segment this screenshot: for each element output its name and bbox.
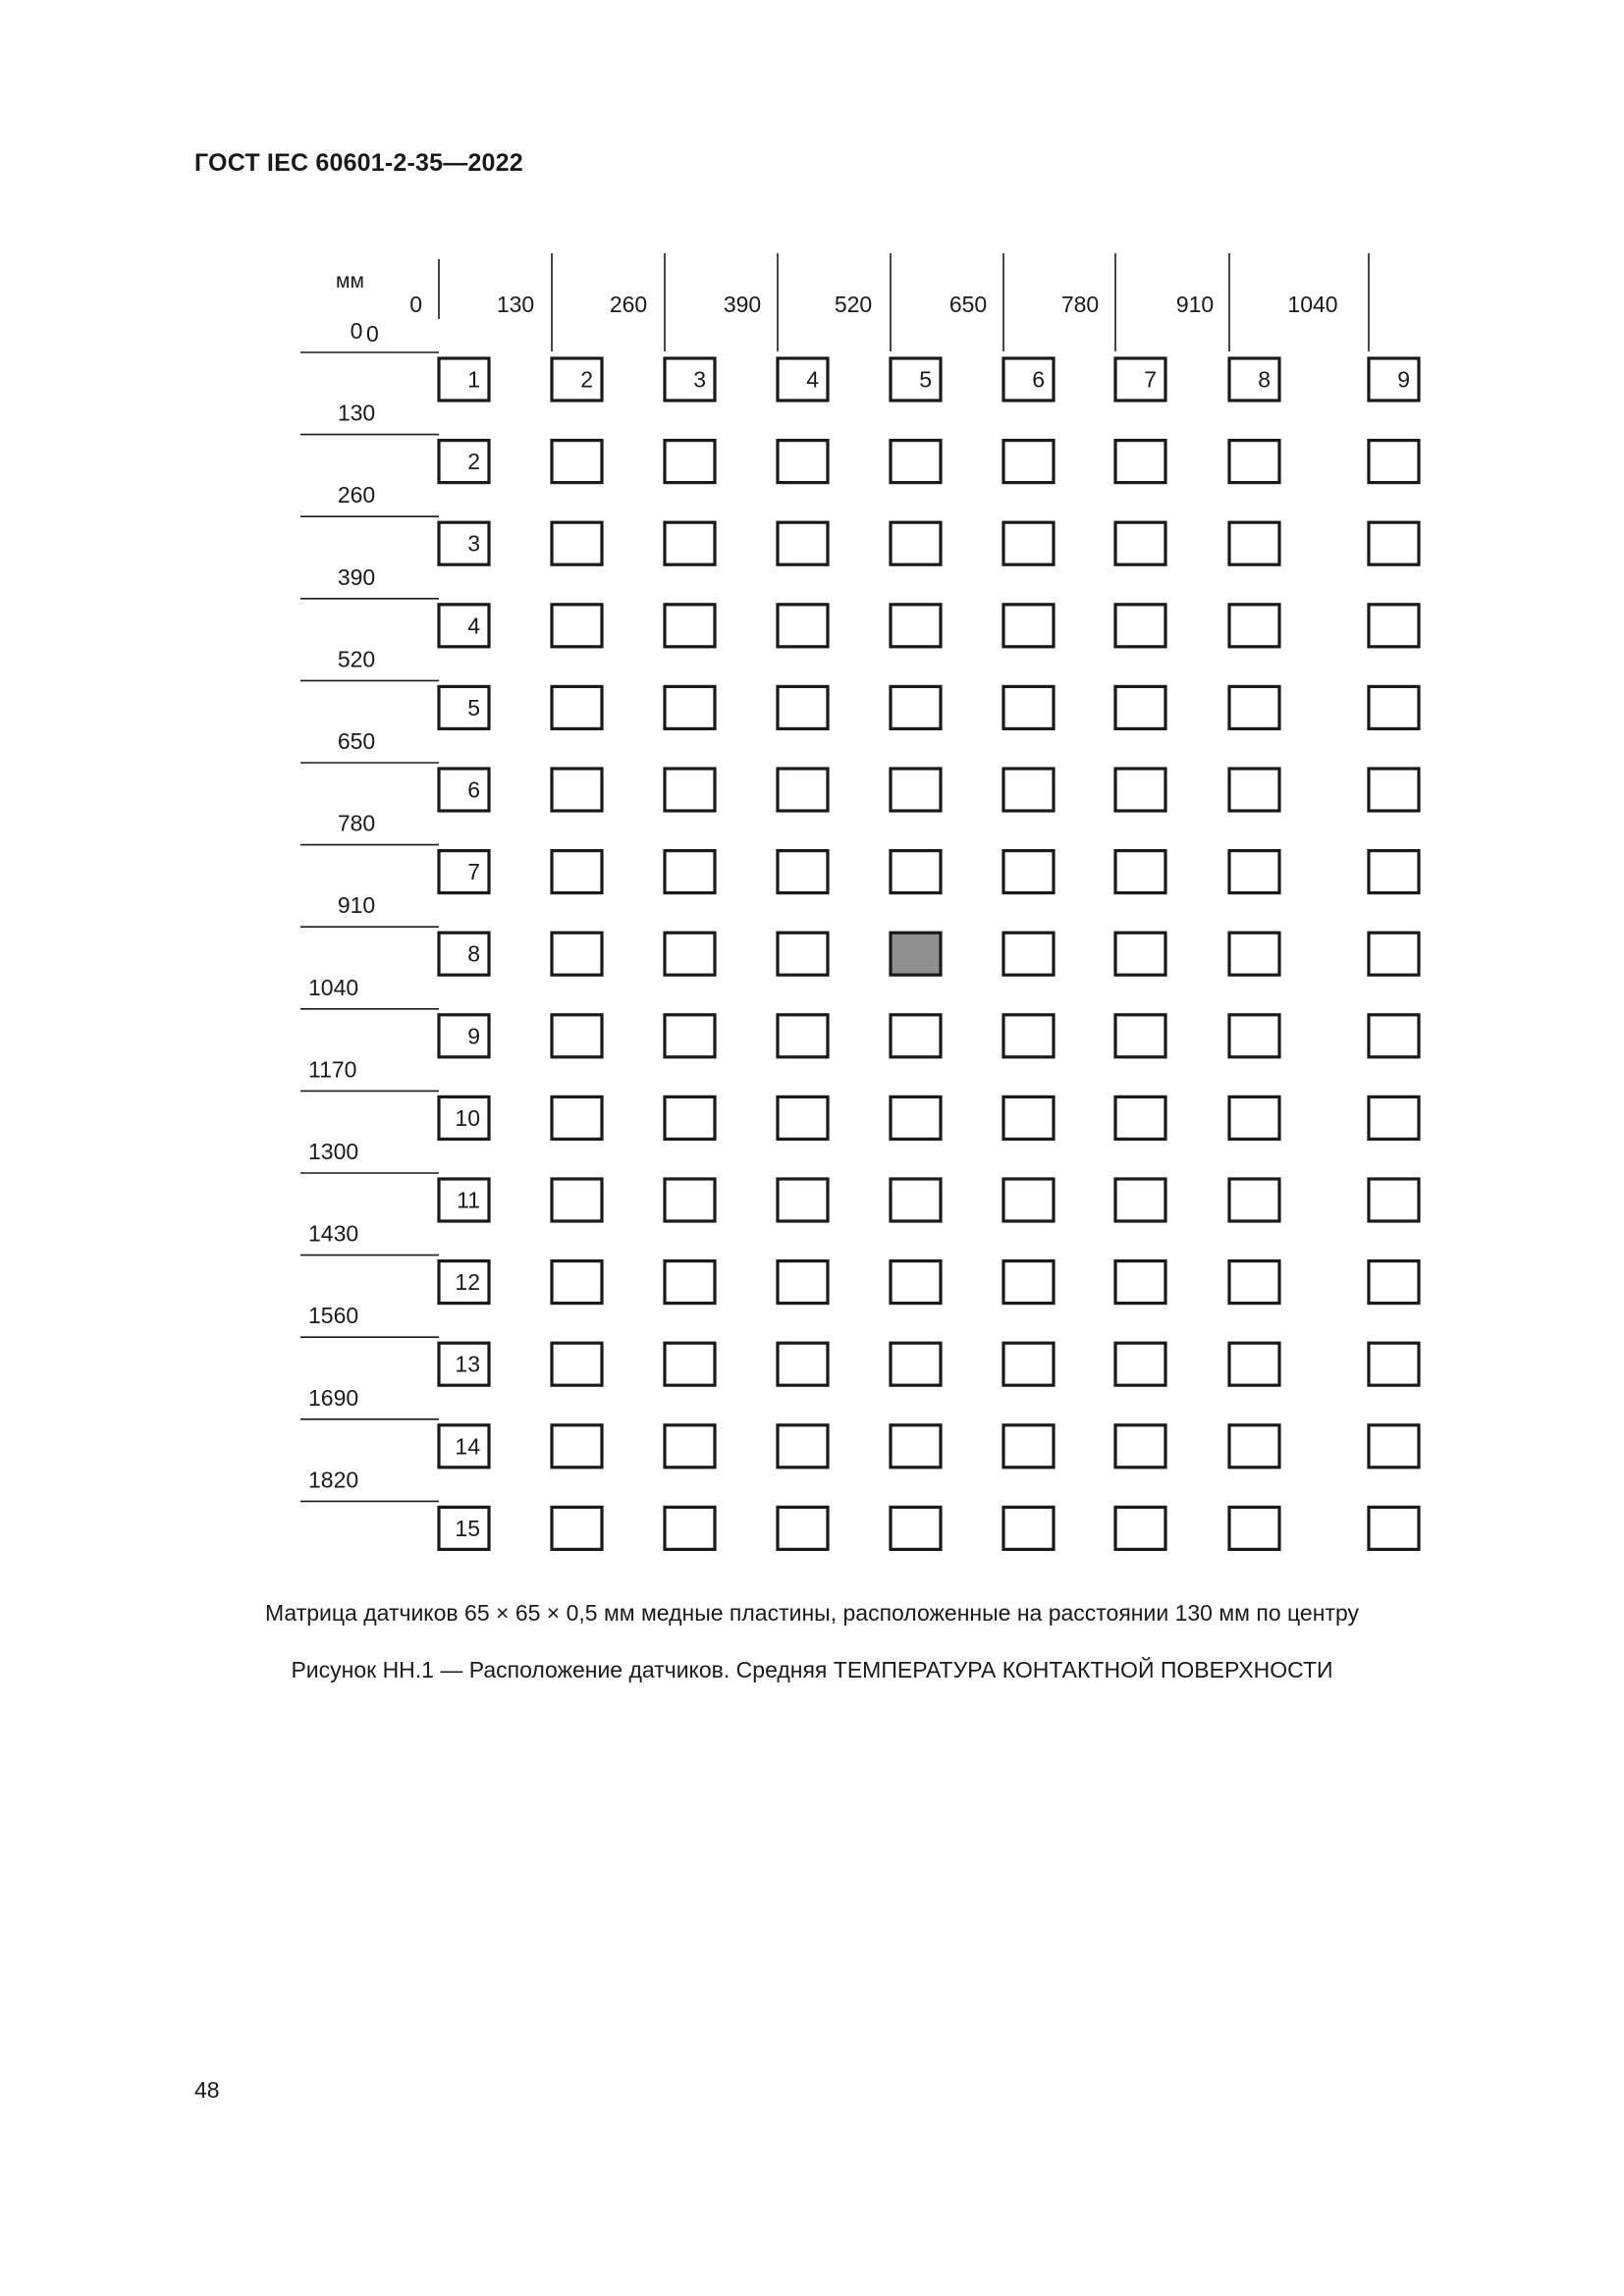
sensor-cell [1229,522,1279,564]
sensor-cell [1115,1507,1165,1549]
row-number-label: 6 [467,776,480,803]
sensor-cell [1369,522,1419,564]
sensor-cell [665,851,715,893]
sensor-cell [778,605,828,647]
sensor-cell [891,358,941,400]
row-dimension-label: 1040 [308,974,359,1000]
row-dimension-label: 1430 [308,1220,359,1247]
column-number-label: 6 [1032,366,1045,393]
sensor-cell [1115,358,1165,400]
sensor-cell [552,686,602,728]
sensor-cell [439,686,489,728]
sensor-cell [552,1015,602,1057]
sensor-cell [891,851,941,893]
sensor-cell [891,1261,941,1304]
origin-label: 0 [366,321,379,347]
sensor-cell [665,933,715,975]
sensor-cell [552,605,602,647]
row-dimension-label: 1560 [308,1303,359,1329]
row-number-label: 4 [467,613,480,639]
sensor-cell [778,1179,828,1221]
sensor-cell [665,441,715,483]
sensor-cell [1229,769,1279,811]
sensor-cell [1003,933,1054,975]
sensor-cell [1115,1179,1165,1221]
sensor-cell [778,1425,828,1468]
sensor-cell [1369,1179,1419,1221]
row-number-label: 2 [467,449,480,475]
sensor-cell [778,851,828,893]
sensor-cell [665,522,715,564]
column-dimension-label: 0 [409,292,422,317]
sensor-cell [778,686,828,728]
sensor-cell [1369,1343,1419,1385]
sensor-cell [891,686,941,728]
column-number-label: 9 [1397,366,1410,393]
sensor-cell [665,1425,715,1468]
sensor-cell [891,1343,941,1385]
sensor-cell [891,522,941,564]
sensor-cell [1229,686,1279,728]
sensor-cell [1115,441,1165,483]
column-dimension-label: 780 [1060,292,1100,317]
sensor-cell [1229,1015,1279,1057]
unit-label: мм [336,270,364,293]
sensor-cell [552,1261,602,1304]
column-number-label: 1 [467,366,480,393]
sensor-cell [1369,1015,1419,1057]
column-number-label: 3 [693,366,706,393]
sensor-cell [1229,1425,1279,1468]
sensor-cell [1003,1507,1054,1549]
sensor-cell [891,1015,941,1057]
sensor-cell [552,933,602,975]
row-dimension-label: 1820 [308,1467,359,1493]
sensor-cell [1003,441,1054,483]
sensor-cell [552,769,602,811]
row-number-label: 12 [455,1269,480,1296]
sensor-cell [1229,851,1279,893]
sensor-cell [552,441,602,483]
sensor-cell [1229,1096,1279,1139]
sensor-cell [778,769,828,811]
sensor-cell [1369,1425,1419,1468]
row-number-label: 7 [467,859,480,885]
row-number-label: 15 [455,1515,480,1541]
column-dimension-label: 650 [948,292,988,317]
sensor-cell [1369,933,1419,975]
sensor-cell [439,522,489,564]
sensor-cell [778,1343,828,1385]
sensor-cell [891,1425,941,1468]
sensor-cell [665,1261,715,1304]
sensor-cell [1003,1343,1054,1385]
sensor-cell [1369,1261,1419,1304]
sensor-cell [439,441,489,483]
row-number-label: 11 [457,1187,480,1213]
sensor-cell [778,522,828,564]
sensor-cell [1229,1343,1279,1385]
sensor-cell [552,522,602,564]
row-dimension-label: 1300 [308,1139,359,1164]
sensor-cell [1003,769,1054,811]
sensor-cell [1229,358,1279,400]
sensor-cell [1003,522,1054,564]
sensor-cell [1229,1261,1279,1304]
sensor-cell [1229,1507,1279,1549]
sensor-cell [1003,1179,1054,1221]
column-dimension-label: 130 [496,292,535,317]
column-number-label: 2 [580,366,593,393]
sensor-cell [1115,1425,1165,1468]
sensor-cell-highlighted [891,933,941,975]
sensor-cell [665,1507,715,1549]
sensor-cell [665,605,715,647]
sensor-cell [1115,851,1165,893]
sensor-grid [439,358,1419,1549]
sensor-cell [552,358,602,400]
sensor-cell [1003,358,1054,400]
sensor-cell [552,1096,602,1139]
figure-note: Матрица датчиков 65 × 65 × 0,5 мм медные пластины, расположенные на расстоянии 130 мм по центру [265,1600,1359,1626]
sensor-cell [891,1096,941,1139]
sensor-cell [439,769,489,811]
sensor-cell [665,1343,715,1385]
column-dimension-label: 520 [834,292,873,317]
row-dimension-label: 260 [337,482,376,508]
column-number-label: 4 [806,366,819,393]
sensor-cell [778,1261,828,1304]
row-number-label: 13 [455,1351,480,1377]
sensor-cell [1003,686,1054,728]
sensor-cell [439,1015,489,1057]
row-number-label: 8 [467,940,480,967]
sensor-cell [1115,1096,1165,1139]
sensor-cell [1229,1179,1279,1221]
sensor-cell [552,1179,602,1221]
sensor-cell [1115,522,1165,564]
sensor-cell [1369,1507,1419,1549]
sensor-cell [665,769,715,811]
sensor-cell [1115,769,1165,811]
sensor-cell [439,605,489,647]
column-dimension-label: 390 [723,292,762,317]
figure-caption: Рисунок НН.1 — Расположение датчиков. Средняя ТЕМПЕРАТУРА КОНТАКТНОЙ ПОВЕРХНОСТИ [291,1657,1333,1682]
sensor-cell [439,358,489,400]
sensor-cell [1003,851,1054,893]
sensor-cell [1115,605,1165,647]
sensor-cell [552,1425,602,1468]
row-dimension-label: 650 [337,728,376,754]
sensor-cell [1229,605,1279,647]
sensor-cell [1369,769,1419,811]
sensor-cell [1229,441,1279,483]
sensor-cell [891,605,941,647]
sensor-cell [778,441,828,483]
row-dimension-label: 1690 [308,1384,359,1411]
sensor-cell [891,769,941,811]
column-dimension-label: 910 [1175,292,1215,317]
row-dimension-label: 130 [337,400,376,426]
sensor-cell [891,1507,941,1549]
sensor-cell [665,1179,715,1221]
sensor-cell [891,441,941,483]
sensor-cell [1003,1096,1054,1139]
column-number-label: 8 [1258,366,1271,393]
row-dimension-label: 780 [337,810,376,836]
sensor-cell [552,1507,602,1549]
sensor-cell [778,1507,828,1549]
sensor-cell [665,358,715,400]
sensor-cell [1115,1343,1165,1385]
sensor-cell [1229,933,1279,975]
sensor-cell [1115,933,1165,975]
row-number-label: 9 [467,1023,480,1049]
sensor-cell [778,1096,828,1139]
sensor-cell [1003,1261,1054,1304]
row-number-label: 10 [455,1104,480,1131]
page-number: 48 [194,2077,220,2103]
row-number-label: 14 [455,1433,480,1460]
sensor-cell [1369,358,1419,400]
sensor-cell [439,933,489,975]
column-number-label: 7 [1144,366,1157,393]
column-dimension-label: 260 [609,292,648,317]
sensor-cell [1115,1015,1165,1057]
sensor-cell [665,686,715,728]
column-dimension-label: 1040 [1287,292,1338,317]
sensor-cell [552,1343,602,1385]
sensor-cell [778,933,828,975]
sensor-cell [1115,1261,1165,1304]
sensor-cell [665,1096,715,1139]
row-dimension-label: 910 [337,892,376,919]
sensor-cell [439,851,489,893]
sensor-cell [1003,1015,1054,1057]
sensor-cell [1369,605,1419,647]
sensor-cell [665,1015,715,1057]
sensor-cell [891,1179,941,1221]
row-number-label: 5 [467,694,480,721]
sensor-cell [1115,686,1165,728]
document-header-title: ГОСТ IEC 60601-2-35—2022 [194,149,523,177]
row-dimension-label: 0 [350,318,363,344]
sensor-cell [1369,1096,1419,1139]
sensor-cell [1003,1425,1054,1468]
row-dimension-label: 520 [337,646,376,672]
row-dimension-label: 390 [337,563,376,590]
sensor-cell [1369,686,1419,728]
sensor-cell [1369,441,1419,483]
sensor-cell [778,358,828,400]
sensor-cell [552,851,602,893]
row-dimension-label: 1170 [308,1056,357,1083]
column-number-label: 5 [919,366,932,393]
sensor-cell [1369,851,1419,893]
sensor-cell [778,1015,828,1057]
sensor-cell [1003,605,1054,647]
row-number-label: 3 [467,530,480,557]
